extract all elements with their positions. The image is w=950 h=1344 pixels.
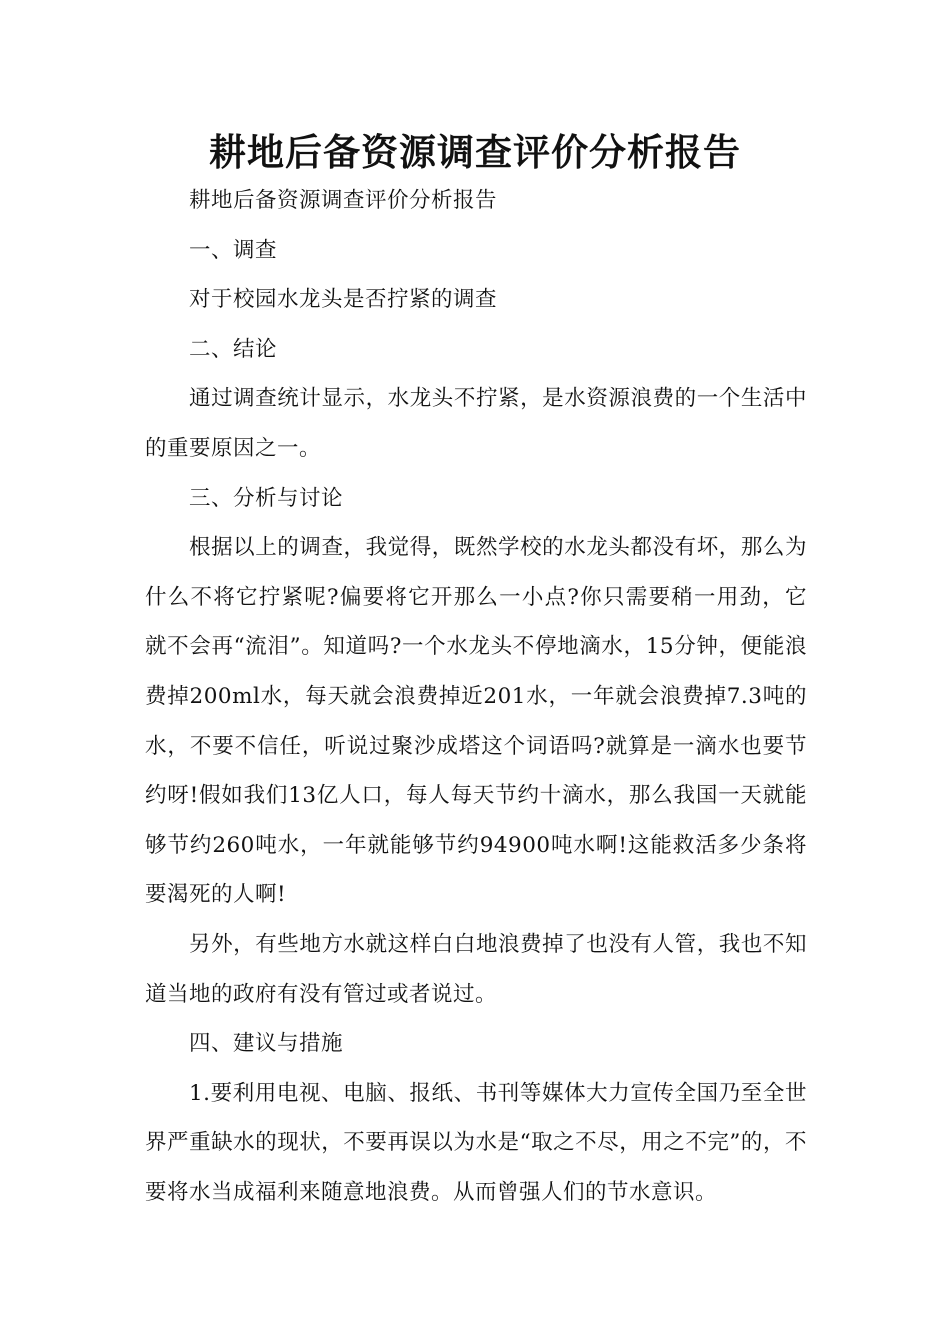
heading-analysis: 三、分析与讨论 — [189, 485, 344, 511]
paragraph-analysis: 根据以上的调查，我觉得，既然学校的水龙头都没有坏，那么为什么不将它拧紧呢?偏要将它开那么一小点?你只需要稍一用劲，它就不会再“流泪”。知道吗?一个水龙头不停地滴水，15分钟，便能浪费掉200ml水，每天就会浪费掉近201水，一年就会浪费掉7.3吨的水，不要不信任，听说过聚沙成塔这个词语吗?就算是一滴水也要节约呀!假如我们13亿人口，每人每天节约十滴水，那么我国一天就能够节约260吨水，一年就能够节约94900吨水啊!这能救活多少条将要渴死的人啊! — [145, 535, 807, 908]
paragraph-subtitle: 耕地后备资源调查评价分析报告 — [189, 188, 498, 213]
document-body — [145, 176, 807, 1217]
heading-survey: 一、调查 — [189, 237, 278, 263]
paragraph-survey-topic: 对于校园水龙头是否拧紧的调查 — [189, 287, 498, 313]
heading-suggestions: 四、建议与措施 — [189, 1031, 344, 1057]
document-title: 耕地后备资源调查评价分析报告 — [209, 131, 741, 174]
heading-conclusion: 二、结论 — [189, 336, 278, 362]
paragraph-additional: 另外，有些地方水就这样白白地浪费掉了也没有人管，我也不知道当地的政府有没有管过或者说过。 — [145, 931, 807, 1007]
paragraph-conclusion: 通过调查统计显示，水龙头不拧紧，是水资源浪费的一个生活中的重要原因之一。 — [145, 386, 807, 461]
paragraph-suggestion-1: 1.要利用电视、电脑、报纸、书刊等媒体大力宣传全国乃至全世界严重缺水的现状，不要再误以为水是“取之不尽，用之不完”的，不要将水当成福利来随意地浪费。从而曾强人们的节水意识。 — [145, 1080, 807, 1205]
